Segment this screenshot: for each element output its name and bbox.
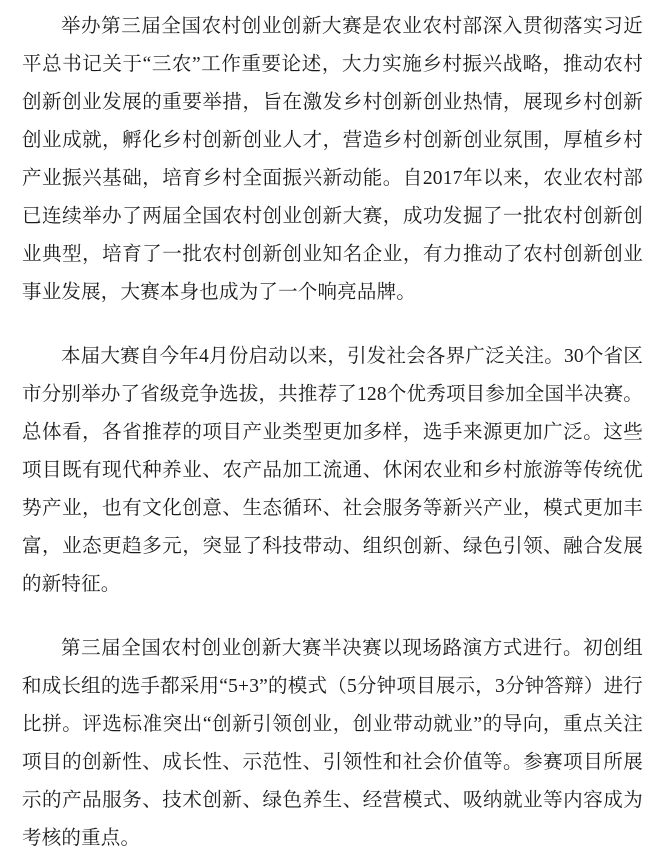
paragraph-1: 举办第三届全国农村创业创新大赛是农业农村部深入贯彻落实习近平总书记关于“三农”工作重要论述，大力实施乡村振兴战略，推动农村创新创业发展的重要举措，旨在激发乡村创新创业热情，展现乡村创新创业成就，孵化乡村创新创业人才，营造乡村创新创业氛围，厚植乡村产业振兴基础，培育乡村全面振兴新动能。自2017年以来，农业农村部已连续举办了两届全国农村创业创新大赛，成功发掘了一批农村创新创业典型，培育了一批农村创新创业知名企业，有力推动了农村创新创业事业发展，大赛本身也成为了一个响亮品牌。 — [22, 16, 643, 303]
document-body — [22, 8, 643, 858]
paragraph-3: 第三届全国农村创业创新大赛半决赛以现场路演方式进行。初创组和成长组的选手都采用“5+3”的模式（5分钟项目展示，3分钟答辩）进行比拼。评选标准突出“创新引领创业，创业带动就业”的导向，重点关注项目的创新性、成长性、示范性、引领性和社会价值等。参赛项目所展示的产品服务、技术创新、绿色养生、经营模式、吸纳就业等内容成为考核的重点。 — [22, 638, 643, 849]
paragraph-2: 本届大赛自今年4月份启动以来，引发社会各界广泛关注。30个省区市分别举办了省级竞争选拔，共推荐了128个优秀项目参加全国半决赛。总体看，各省推荐的项目产业类型更加多样，选手来源更加广泛。这些项目既有现代种养业、农产品加工流通、休闲农业和乡村旅游等传统优势产业，也有文化创意、生态循环、社会服务等新兴产业，模式更加丰富，业态更趋多元，突显了科技带动、组织创新、绿色引领、融合发展的新特征。 — [22, 346, 643, 595]
